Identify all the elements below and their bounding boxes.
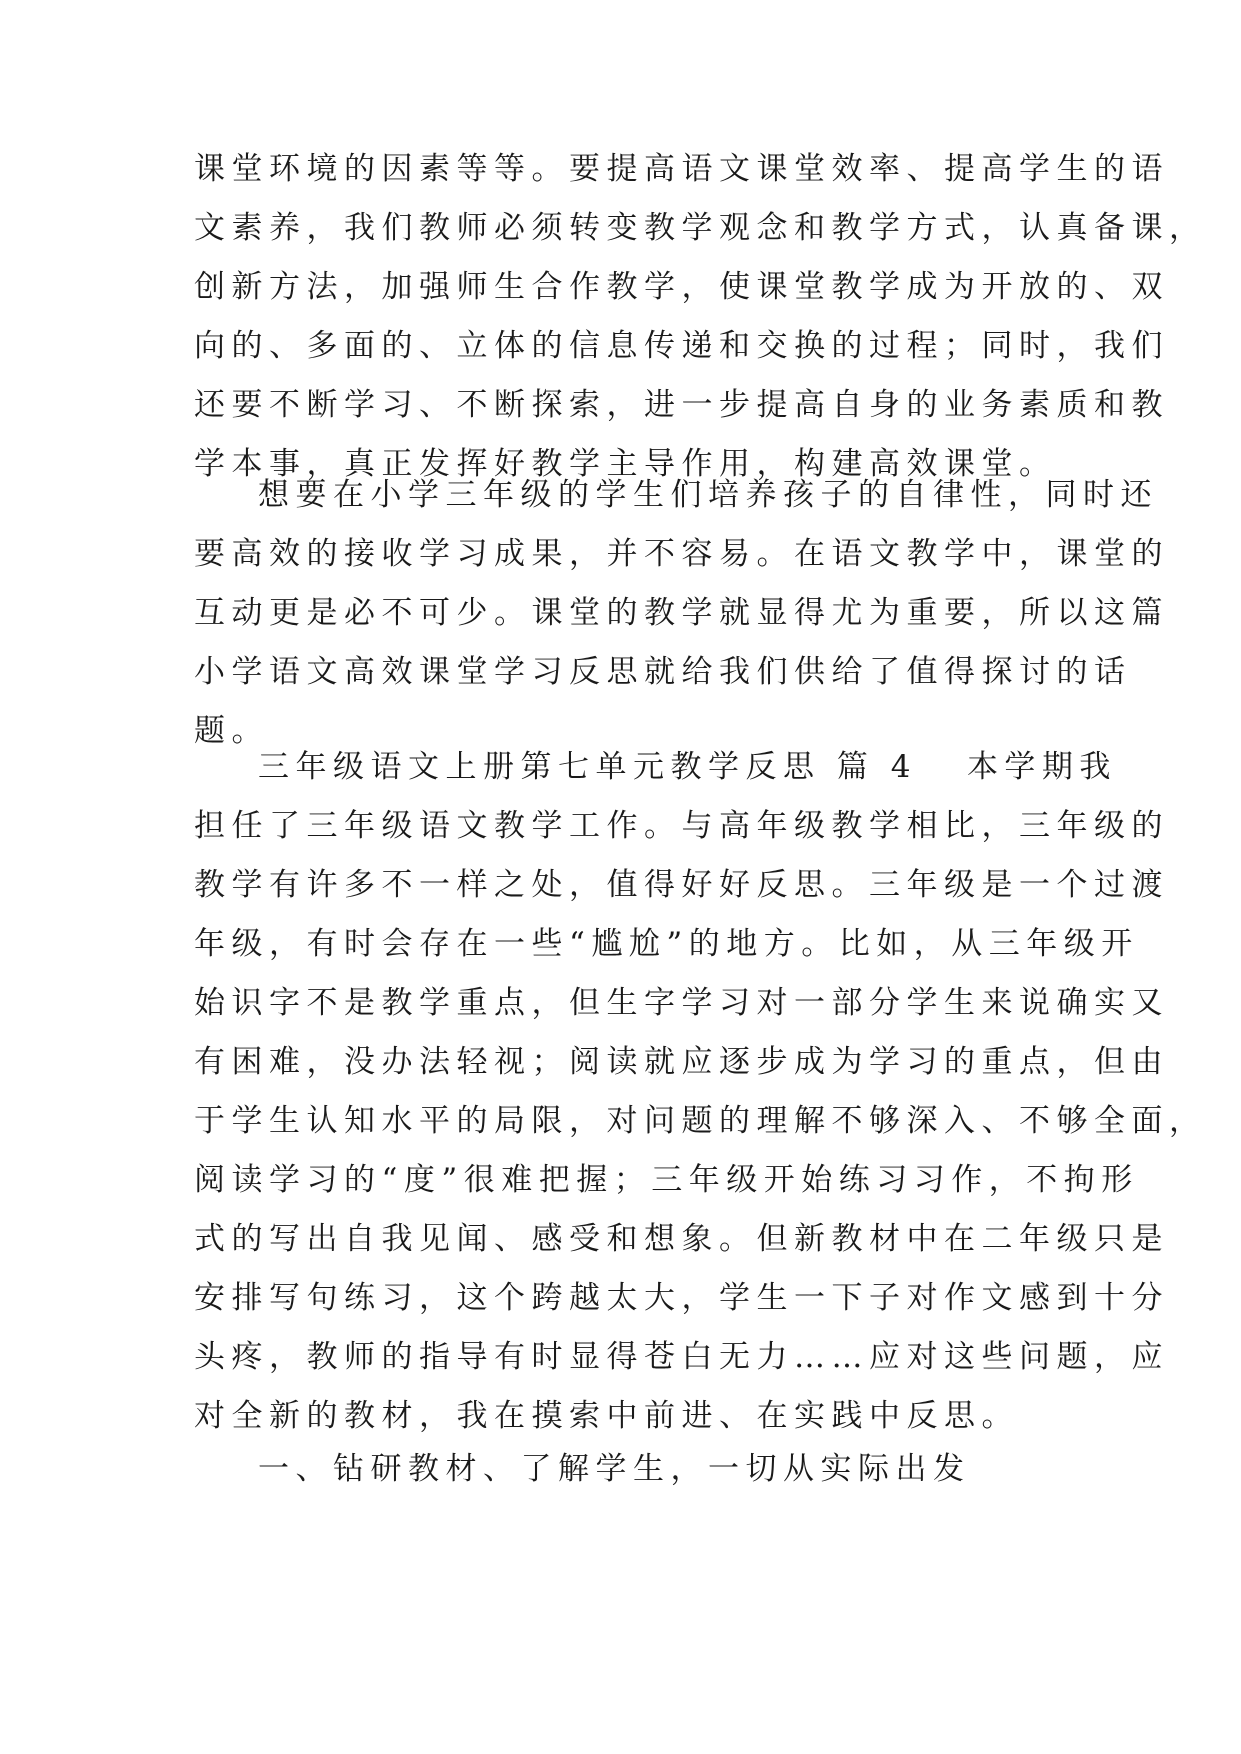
text-line: 对全新的教材，我在摸索中前进、在实践中反思。 [194,1398,1019,1434]
text-line: 始识字不是教学重点，但生字学习对一部分学生来说确实又 [194,985,1169,1021]
text-line: 阅读学习的“度”很难把握；三年级开始练习习作，不拘形 [194,1162,1139,1198]
text-line: 要高效的接收学习成果，并不容易。在语文教学中，课堂的 [194,536,1169,572]
paragraph-2 [194,466,1169,761]
text-line: 年级，有时会存在一些“尴尬”的地方。比如，从三年级开 [194,926,1139,962]
text-line: 有困难，没办法轻视；阅读就应逐步成为学习的重点，但由 [194,1044,1169,1080]
text-line: 题。 [194,713,269,749]
section-heading-line [194,738,1117,797]
text-line: 式的写出自我见闻、感受和想象。但新教材中在二年级只是 [194,1221,1169,1257]
paragraph-3 [194,738,1207,1446]
text-line: 头疼，教师的指导有时显得苍白无力……应对这些问题，应 [194,1339,1169,1375]
subheading-line: 一、钻研教材、了解学生，一切从实际出发 [258,1451,971,1487]
heading-tail-text: 本学期我 [966,749,1117,785]
text-line: 文素养，我们教师必须转变教学观念和教学方式，认真备课， [194,210,1207,246]
section-heading: 三年级语文上册第七单元教学反思 篇 4 [258,749,917,785]
text-line: 于学生认知水平的局限，对问题的理解不够深入、不够全面， [194,1103,1207,1139]
text-line: 想要在小学三年级的学生们培养孩子的自律性，同时还 [258,477,1158,513]
text-line: 小学语文高效课堂学习反思就给我们供给了值得探讨的话 [194,654,1132,690]
text-line: 创新方法，加强师生合作教学，使课堂教学成为开放的、双 [194,269,1169,305]
text-line: 还要不断学习、不断探索，进一步提高自身的业务素质和教 [194,387,1169,423]
text-line: 安排写句练习，这个跨越太大，学生一下子对作文感到十分 [194,1280,1169,1316]
text-line: 教学有许多不一样之处，值得好好反思。三年级是一个过渡 [194,867,1169,903]
text-line: 课堂环境的因素等等。要提高语文课堂效率、提高学生的语 [194,151,1169,187]
paragraph-4 [194,1440,1046,1499]
text-line: 担任了三年级语文教学工作。与高年级教学相比，三年级的 [194,808,1169,844]
text-line: 互动更是必不可少。课堂的教学就显得尤为重要，所以这篇 [194,595,1169,631]
text-line: 向的、多面的、立体的信息传递和交换的过程；同时，我们 [194,328,1169,364]
paragraph-1 [194,140,1207,494]
text-line: 学本事，真正发挥好教学主导作用，构建高效课堂。 [194,446,1057,482]
